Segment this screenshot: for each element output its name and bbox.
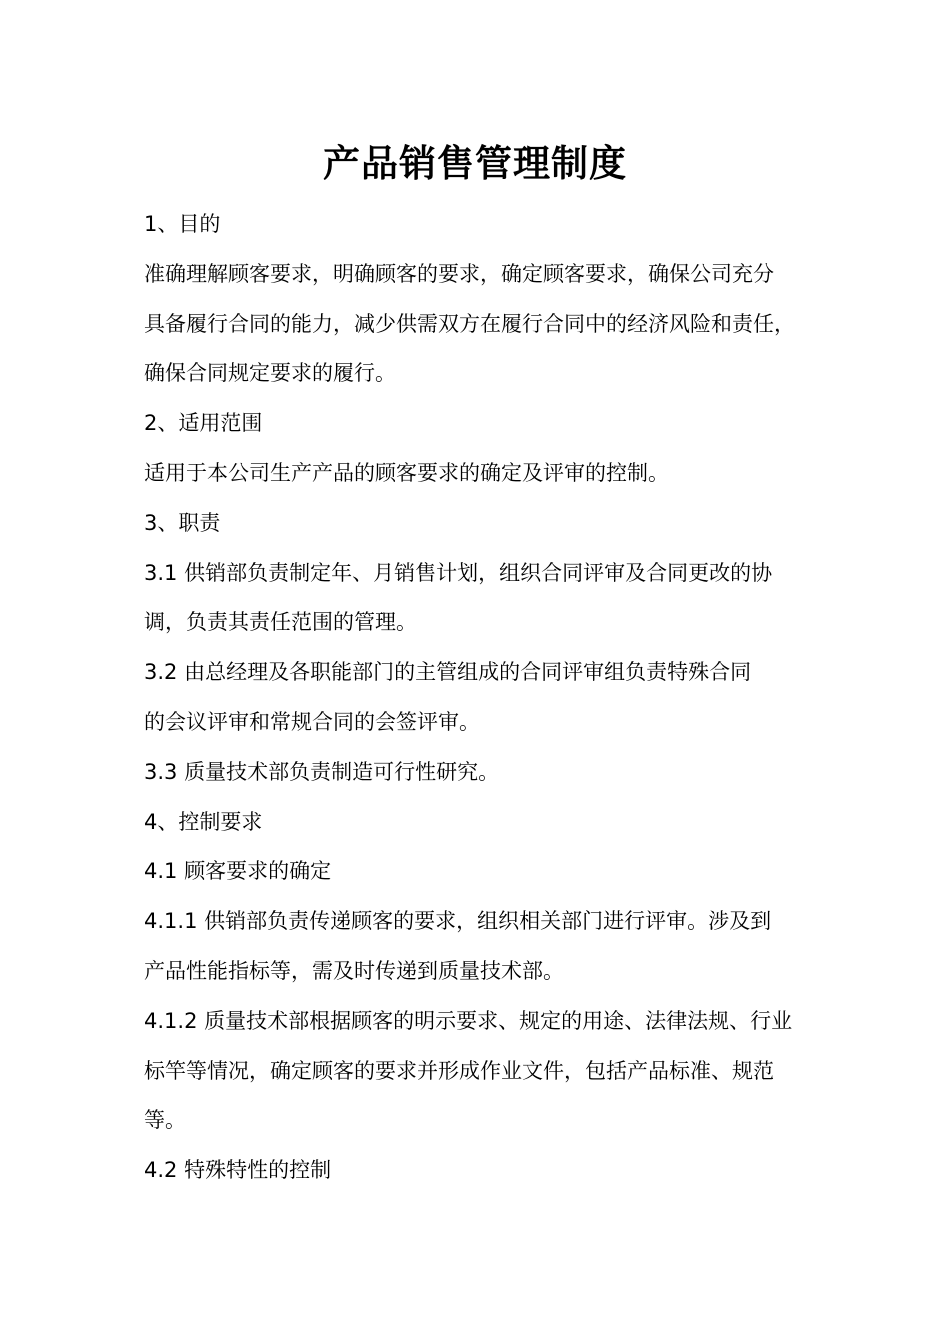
text-line: 3.2 由总经理及各职能部门的主管组成的合同评审组负责特殊合同	[144, 660, 752, 685]
text-line: 具备履行合同的能力，减少供需双方在履行合同中的经济风险和责任，	[144, 311, 795, 336]
text-line: 确保合同规定要求的履行。	[144, 361, 396, 386]
paragraph	[144, 847, 814, 897]
document-body	[144, 200, 814, 1196]
paragraph	[144, 449, 814, 499]
text-line: 适用于本公司生产产品的顾客要求的确定及评审的控制。	[144, 460, 669, 485]
paragraph	[144, 648, 814, 748]
text-line: 准确理解顾客要求，明确顾客的要求，确定顾客要求，确保公司充分	[144, 261, 774, 286]
text-line: 3、职责	[144, 510, 221, 535]
text-line: 4.1.2 质量技术部根据顾客的明示要求、规定的用途、法律法规、行业	[144, 1008, 793, 1033]
paragraph	[144, 399, 814, 449]
paragraph	[144, 897, 814, 997]
text-line: 等。	[144, 1108, 186, 1133]
paragraph	[144, 250, 814, 399]
text-line: 4、控制要求	[144, 809, 263, 834]
text-line: 调，负责其责任范围的管理。	[144, 610, 417, 635]
text-line: 产品性能指标等，需及时传递到质量技术部。	[144, 958, 564, 983]
paragraph	[144, 997, 814, 1146]
paragraph	[144, 1146, 814, 1196]
text-line: 4.2 特殊特性的控制	[144, 1158, 332, 1183]
text-line: 1、目的	[144, 212, 221, 236]
text-line: 4.1 顾客要求的确定	[144, 859, 332, 884]
paragraph	[144, 748, 814, 798]
text-line: 2、适用范围	[144, 411, 263, 436]
text-line: 3.3 质量技术部负责制造可行性研究。	[144, 759, 500, 784]
text-line: 标竿等情况，确定顾客的要求并形成作业文件，包括产品标准、规范	[144, 1058, 774, 1083]
document-title: 产品销售管理制度	[323, 142, 627, 185]
text-line: 3.1 供销部负责制定年、月销售计划，组织合同评审及合同更改的协	[144, 560, 773, 585]
paragraph	[144, 499, 814, 549]
text-line: 4.1.1 供销部负责传递顾客的要求，组织相关部门进行评审。涉及到	[144, 909, 772, 934]
paragraph	[144, 798, 814, 848]
paragraph	[144, 549, 814, 649]
text-line: 的会议评审和常规合同的会签评审。	[144, 709, 480, 734]
paragraph	[144, 200, 814, 250]
